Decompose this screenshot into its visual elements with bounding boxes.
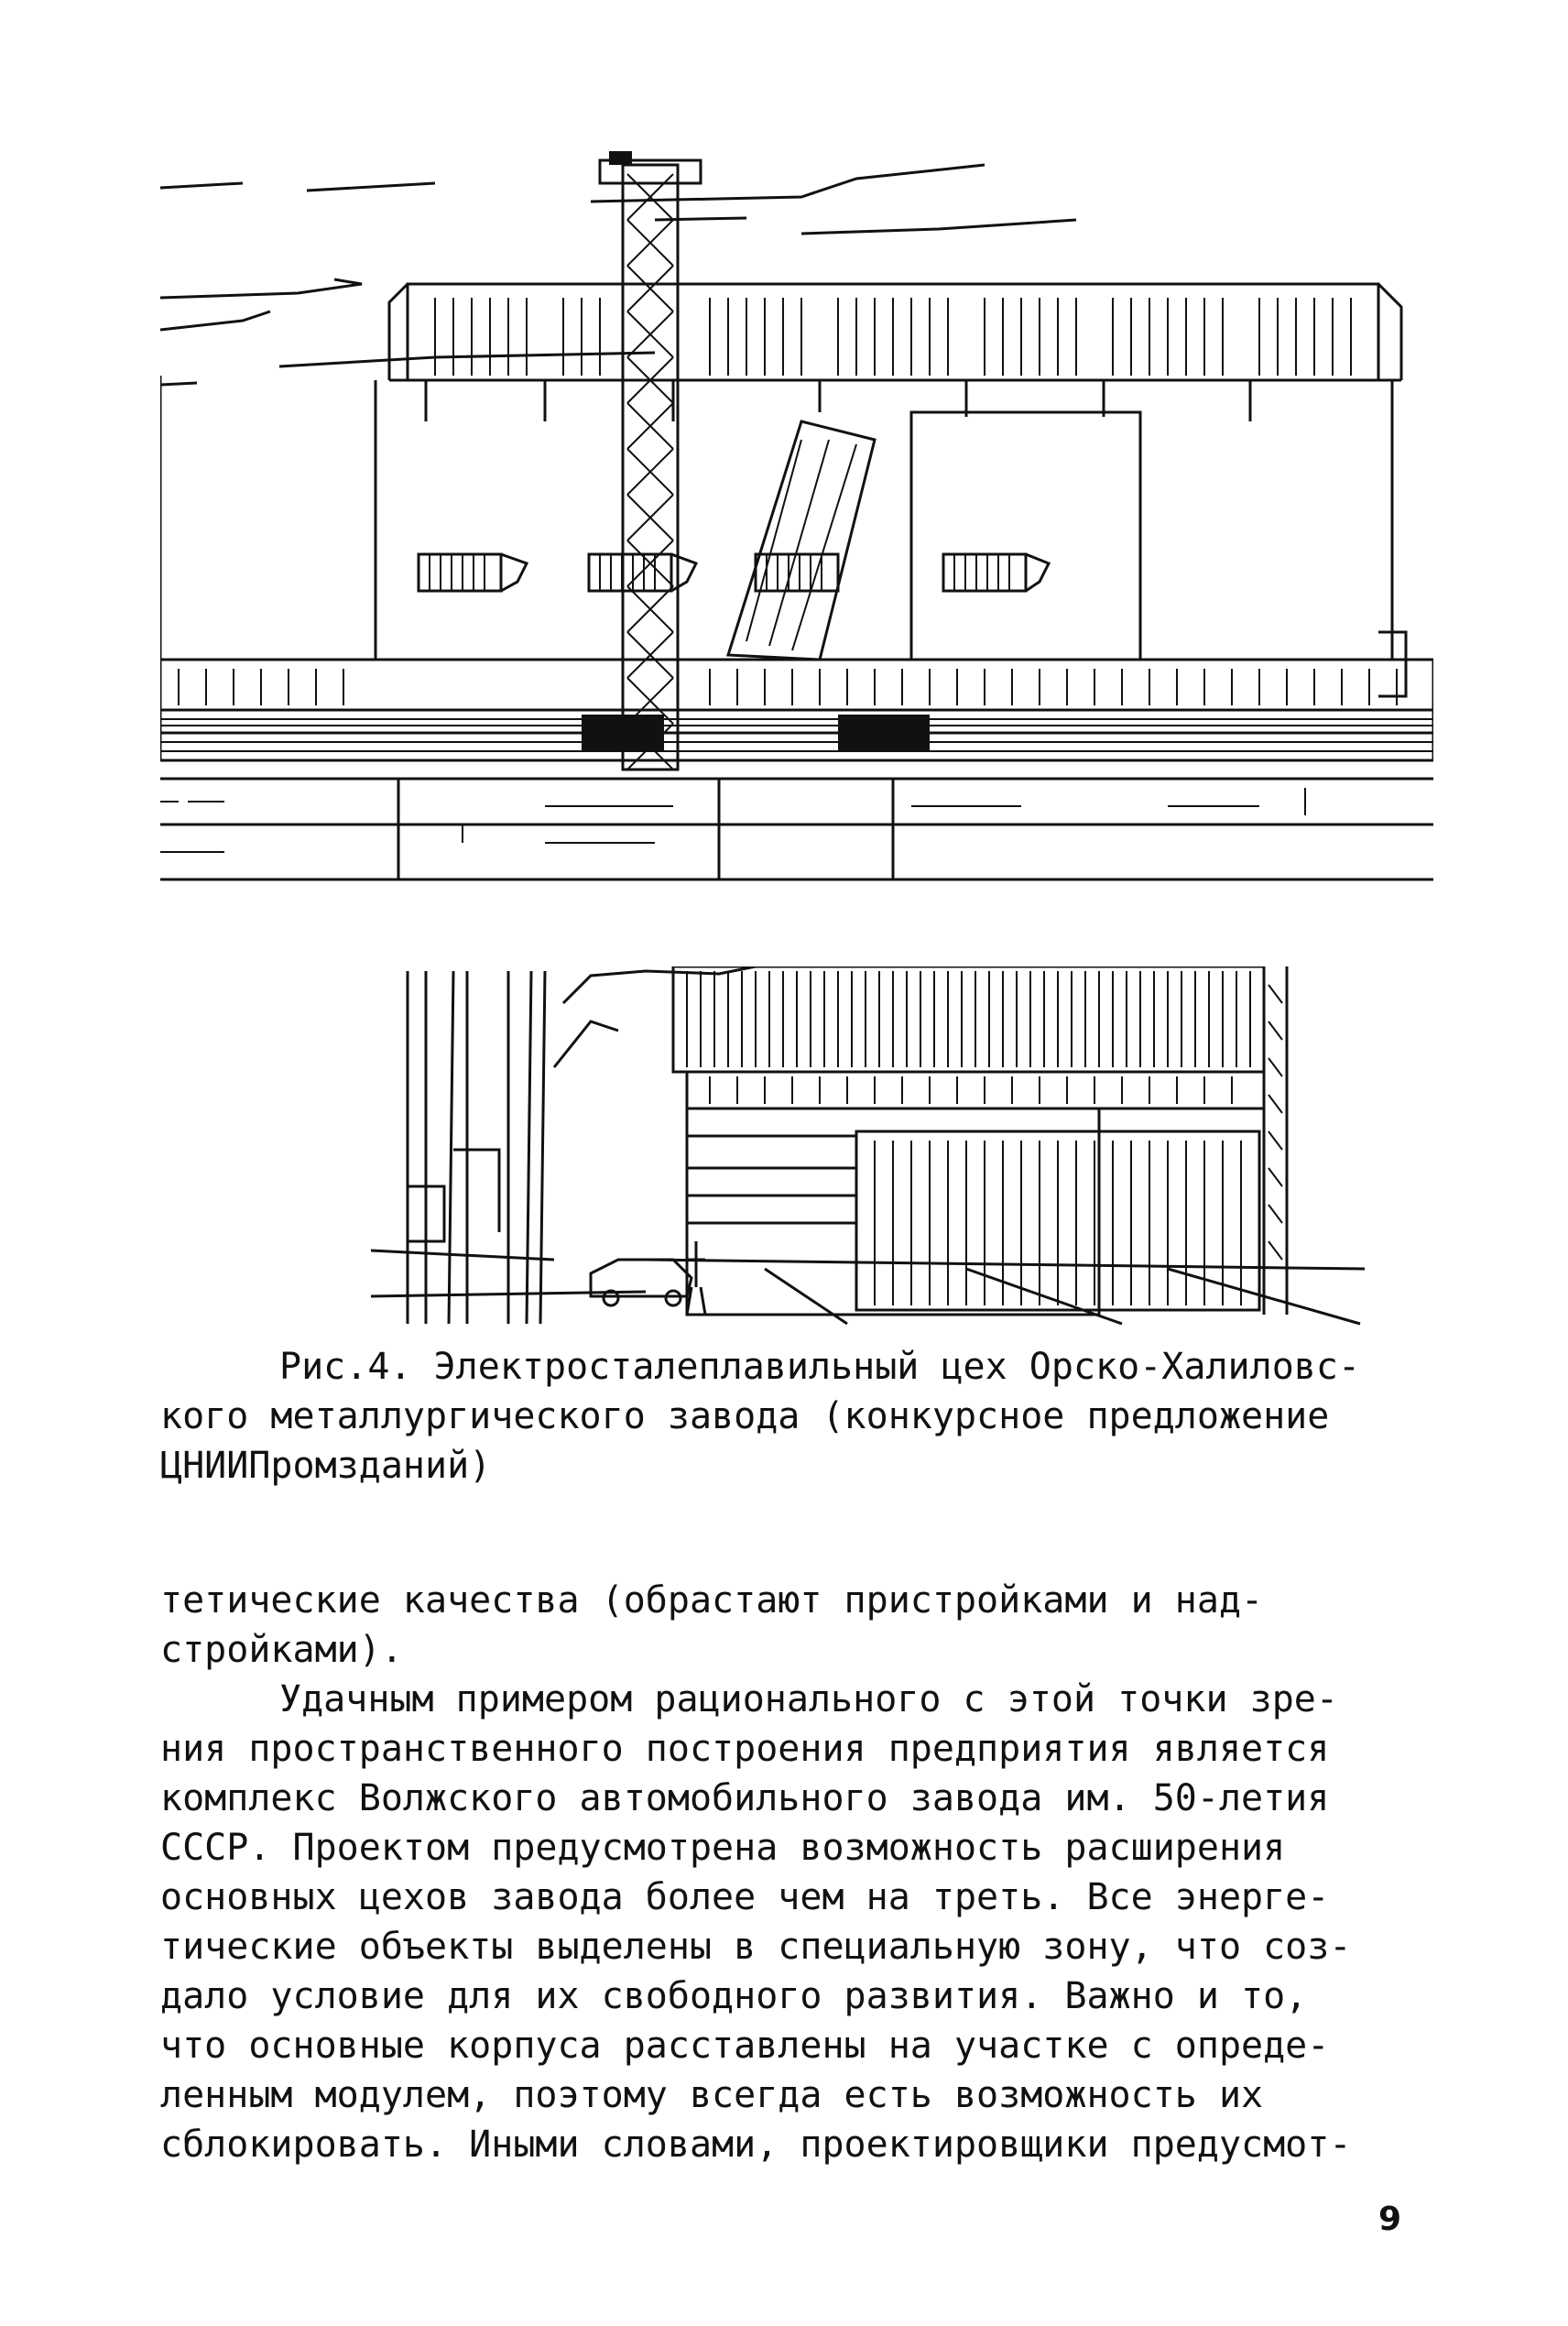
text-line: СССР. Проектом предусмотрена возможность расширения	[160, 1827, 1286, 1869]
figure-caption	[160, 1342, 1433, 1491]
caption-line: кого металлургического завода (конкурсное предложение	[160, 1395, 1330, 1437]
text-line: сблокировать. Иными словами, проектировщики предусмот-	[160, 2124, 1352, 2166]
text-line: комплекс Волжского автомобильного завода им. 50-летия	[160, 1777, 1330, 1819]
text-line: тетические качества (обрастают пристройками и над-	[160, 1579, 1264, 1622]
text-line: стройками).	[160, 1629, 403, 1671]
facade-drawing	[160, 147, 1433, 898]
text-line: ния пространственного построения предприятия является	[160, 1728, 1330, 1770]
caption-line: ЦНИИПромзданий)	[160, 1445, 492, 1487]
perspective-drawing	[371, 966, 1365, 1328]
body-text	[160, 1576, 1433, 2169]
text-line: тические объекты выделены в специальную зону, что соз-	[160, 1926, 1352, 1968]
text-line: что основные корпуса расставлены на участке с опреде-	[160, 2025, 1330, 2067]
text-line: Удачным примером рационального с этой точки зре-	[279, 1678, 1338, 1720]
page-number: 9	[1378, 2200, 1402, 2238]
text-line: дало условие для их свободного развития. Важно и то,	[160, 1975, 1308, 2017]
caption-line: Рис.4. Электросталеплавильный цех Орско-Халиловс-	[279, 1346, 1361, 1388]
text-line: основных цехов завода более чем на треть. Все энерге-	[160, 1876, 1330, 1918]
text-line: ленным модулем, поэтому всегда есть возможность их	[160, 2074, 1264, 2116]
